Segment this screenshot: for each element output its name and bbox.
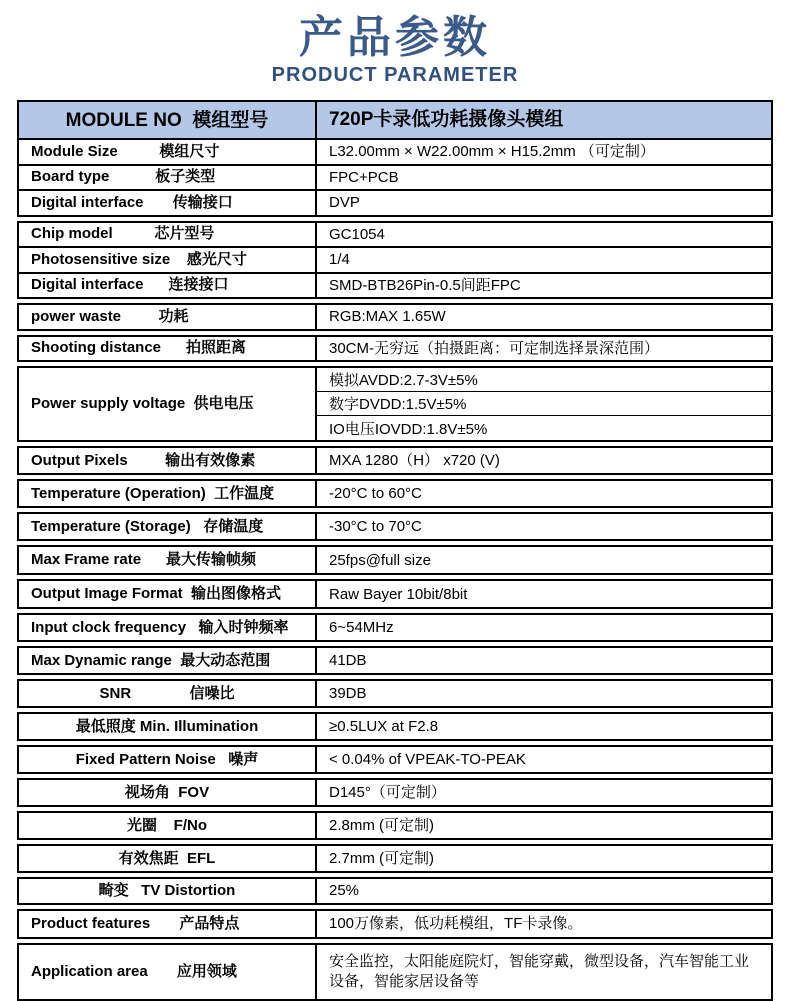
row-label: SNR 信噪比 [19,681,317,706]
table-row-fov [17,778,773,807]
table-row-power-supply-voltage [17,366,773,442]
table-row-digital-interface [17,189,773,217]
row-label: Digital interface 连接接口 [19,274,317,298]
row-value: -20°C to 60°C [329,485,422,503]
row-value: 安全监控，太阳能庭院灯，智能穿戴，微型设备，汽车智能工业设备，智能家居设备等 [329,953,750,990]
table-row-min-illumination [17,712,773,741]
row-value: SMD-BTB26Pin-0.5间距FPC [329,276,521,294]
row-label: Product features 产品特点 [19,911,317,937]
row-value: RGB:MAX 1.65W [329,308,446,326]
row-value: 30CM-无穷远（拍摄距离：可定制选择景深范围） [329,339,660,357]
table-row-connect-interface [17,272,773,300]
row-value-dvdd: 数字DVDD:1.5V±5% [317,392,771,416]
row-value: 6~54MHz [329,619,394,637]
row-value-iovdd: IO电压IOVDD:1.8V±5% [329,420,488,438]
row-label: 最低照度 Min. Illumination [19,714,317,739]
row-label: 光圈 F/No [19,813,317,838]
page-title: 产品参数 [299,13,491,62]
table-row-snr [17,679,773,708]
row-label: Temperature (Operation) 工作温度 [19,481,317,506]
table-row-temperature-storage [17,512,773,541]
row-value: 41DB [329,652,367,670]
row-value: < 0.04% of VPEAK-TO-PEAK [329,751,526,769]
row-value: GC1054 [329,225,385,243]
row-label: Chip model 芯片型号 [19,223,317,247]
table-row-tv-distortion [17,877,773,905]
row-label: Board type 板子类型 [19,166,317,190]
table-row-input-clock-frequency [17,613,773,642]
row-value: Raw Bayer 10bit/8bit [329,585,468,603]
module-name-header: 720P卡录低功耗摄像头模组 [329,109,564,131]
row-label: Application area 应用领域 [19,945,317,999]
table-row-chip-model [17,221,773,249]
row-label: Temperature (Storage) 存储温度 [19,514,317,539]
row-label: 畸变 TV Distortion [19,879,317,903]
row-value: 2.8mm (可定制) [329,817,435,835]
page-subtitle: PRODUCT PARAMETER [271,64,519,87]
row-label: Input clock frequency 输入时钟频率 [19,615,317,640]
table-header-row [17,100,773,140]
table-row-shooting-distance [17,335,773,363]
row-value: 100万像素，低功耗模组，TF卡录像。 [329,915,583,933]
table-row-output-pixels [17,446,773,475]
row-value: 1/4 [329,251,350,269]
row-label: Fixed Pattern Noise 噪声 [19,747,317,772]
table-row-aperture [17,811,773,840]
row-value: DVP [329,194,360,212]
table-row-module-size [17,138,773,166]
row-label: Photosensitive size 感光尺寸 [19,248,317,272]
table-row-temperature-operation [17,479,773,508]
row-label: Power supply voltage 供电电压 [19,368,317,440]
parameter-table [17,100,773,1001]
row-label: Module Size 模组尺寸 [19,140,317,164]
row-value: 25fps@full size [329,551,431,569]
table-row-board-type [17,164,773,192]
row-value: D145°（可定制） [329,784,446,802]
row-label: Digital interface 传输接口 [19,191,317,215]
title-block [0,14,790,87]
row-label: Output Pixels 输出有效像素 [19,448,317,473]
table-row-fixed-pattern-noise [17,745,773,774]
row-label: power waste 功耗 [19,305,317,329]
row-value: 39DB [329,685,367,703]
table-row-application-area [17,943,773,1001]
table-row-max-frame-rate [17,545,773,575]
row-value: MXA 1280（H） x720 (V) [329,452,500,470]
row-value-group [317,368,771,440]
module-no-header: MODULE NO 模组型号 [19,102,317,138]
table-row-photosensitive-size [17,246,773,274]
table-row-max-dynamic-range [17,646,773,675]
table-row-output-image-format [17,579,773,609]
row-value: 2.7mm (可定制) [329,850,435,868]
row-value: ≥0.5LUX at F2.8 [329,718,439,736]
row-label: 有效焦距 EFL [19,846,317,871]
row-value: L32.00mm × W22.00mm × H15.2mm （可定制） [329,143,655,161]
row-value: FPC+PCB [329,168,399,186]
row-label: Shooting distance 拍照距离 [19,337,317,361]
row-label: Output Image Format 输出图像格式 [19,581,317,607]
table-row-efl [17,844,773,873]
table-row-product-features [17,909,773,939]
row-value: 25% [329,882,360,900]
table-row-power-waste [17,303,773,331]
row-value-avdd: 模拟AVDD:2.7-3V±5% [317,368,771,392]
row-label: Max Dynamic range 最大动态范围 [19,648,317,673]
row-value: -30°C to 70°C [329,518,422,536]
row-label: 视场角 FOV [19,780,317,805]
row-label: Max Frame rate 最大传输帧频 [19,547,317,573]
